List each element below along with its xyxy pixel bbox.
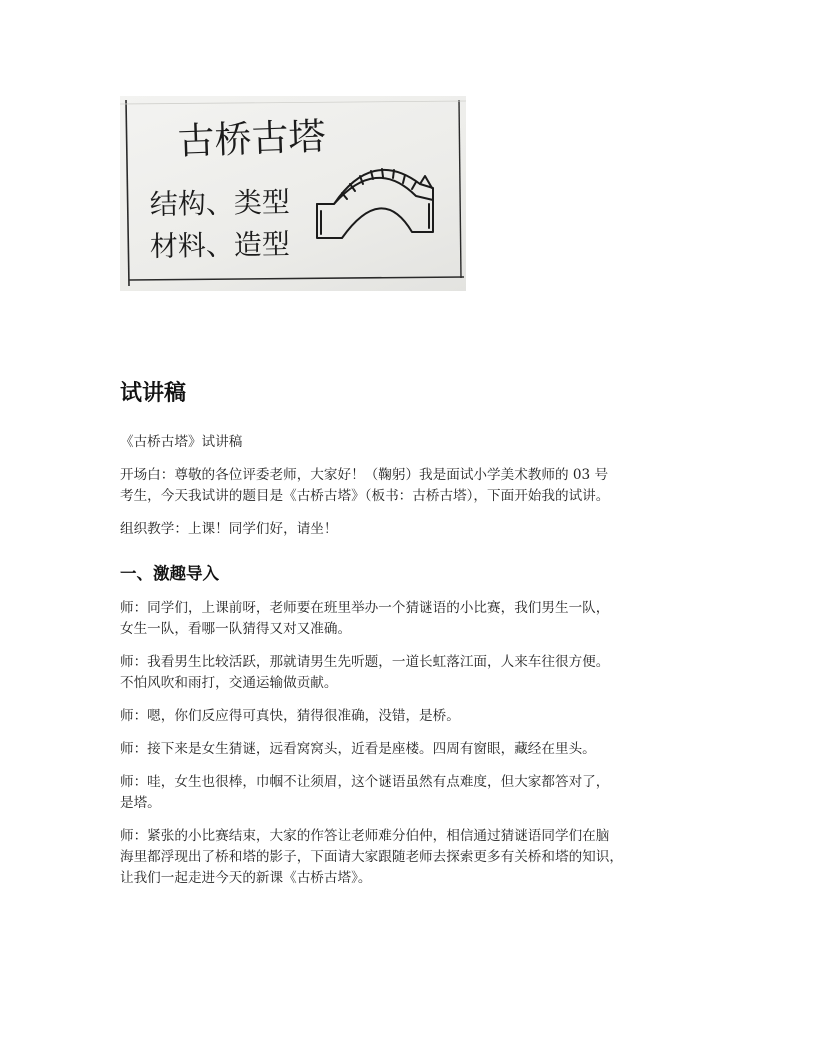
doc-subtitle: 《古桥古塔》试讲稿 (120, 434, 243, 450)
text-line: 考生，今天我试讲的题目是《古桥古塔》（板书：古桥古塔），下面开始我的试讲。 (120, 488, 610, 504)
opening-paragraph (120, 465, 720, 507)
blackboard-photo (120, 96, 466, 291)
document-body (120, 432, 720, 901)
text-line: 师：哇，女生也很棒，巾帼不让须眉，这个谜语虽然有点难度，但大家都答对了， (120, 774, 610, 790)
arch-bridge-icon (317, 169, 433, 238)
text-line: 师：同学们，上课前呀，老师要在班里举办一个猜谜语的小比赛，我们男生一队， (120, 600, 610, 616)
text-line: 师：嗯，你们反应得可真快，猜得很准确，没错，是桥。 (120, 708, 460, 724)
section-heading: 一、激趣导入 (120, 564, 219, 583)
paragraph (120, 706, 720, 727)
text-line: 海里都浮现出了桥和塔的影子，下面请大家跟随老师去探索更多有关桥和塔的知识， (120, 849, 623, 865)
board-line-1: 结构、类型 (149, 185, 291, 221)
text-line: 让我们一起走进今天的新课《古桥古塔》。 (120, 870, 372, 886)
text-line: 开场白：尊敬的各位评委老师，大家好！（鞠躬）我是面试小学美术教师的 03 号 (120, 467, 609, 483)
board-line-2: 材料、造型 (149, 227, 291, 263)
board-title: 古桥古塔 (176, 114, 327, 163)
paragraph (120, 598, 720, 640)
text-line: 师：紧张的小比赛结束，大家的作答让老师难分伯仲，相信通过猜谜语同学们在脑 (120, 828, 610, 844)
text-line: 不怕风吹和雨打，交通运输做贡献。 (120, 675, 338, 691)
text-line: 女生一队，看哪一队猜得又对又准确。 (120, 621, 352, 637)
paragraph (120, 739, 720, 760)
text-line: 师：我看男生比较活跃，那就请男生先听题，一道长虹落江面，人来车往很方便。 (120, 654, 610, 670)
paragraph (120, 826, 720, 889)
text-line: 是塔。 (120, 795, 161, 811)
paragraph (120, 772, 720, 814)
page-title: 试讲稿 (120, 381, 187, 406)
text-line: 师：接下来是女生猜谜，远看窝窝头，近看是座楼。四周有窗眼，藏经在里头。 (120, 741, 596, 757)
organize-paragraph: 组织教学：上课！同学们好，请坐！ (120, 521, 338, 537)
paragraph (120, 652, 720, 694)
